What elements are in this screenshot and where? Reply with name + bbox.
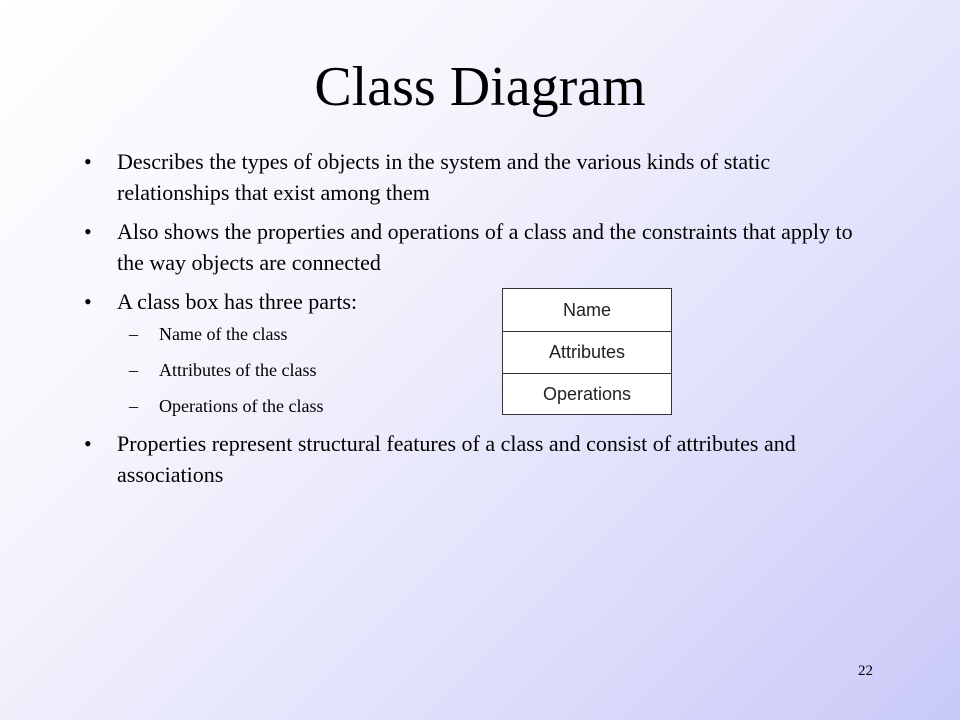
bullet-marker: • [84, 431, 92, 456]
sub-item-text: Attributes of the class [159, 360, 317, 380]
sub-item [129, 322, 288, 346]
bullet-marker: • [84, 149, 92, 174]
bullet-item [84, 428, 877, 490]
class-box-name-compartment: Name [562, 299, 611, 320]
sub-item-text: Name of the class [159, 324, 288, 344]
bullet-item [84, 286, 877, 317]
sub-item-marker: – [129, 324, 138, 344]
class-box-diagram [502, 288, 672, 415]
bullet-text: A class box has three parts: [117, 289, 358, 314]
bullet-item [84, 146, 877, 208]
bullet-item [84, 216, 877, 278]
sub-item-marker: – [129, 360, 138, 380]
class-box-operations-compartment: Operations [503, 373, 671, 415]
bullet-marker: • [84, 219, 92, 244]
bullet-text: Properties represent structural features of a class and consist of attributes and associations [117, 431, 796, 487]
bullet-text: Also shows the properties and operations of a class and the constraints that apply to the way objects are connected [117, 219, 853, 275]
class-box-attributes-compartment: Attributes [503, 331, 671, 373]
page-number: 22 [858, 663, 873, 679]
sub-item-marker: – [129, 396, 138, 416]
sub-item-text: Operations of the class [159, 396, 324, 416]
bullet-text: Describes the types of objects in the system and the various kinds of static relationships that exist among them [117, 149, 771, 205]
slide-title: Class Diagram [314, 56, 646, 118]
sub-item [129, 358, 317, 382]
bullet-marker: • [84, 289, 92, 314]
sub-item [129, 394, 324, 418]
